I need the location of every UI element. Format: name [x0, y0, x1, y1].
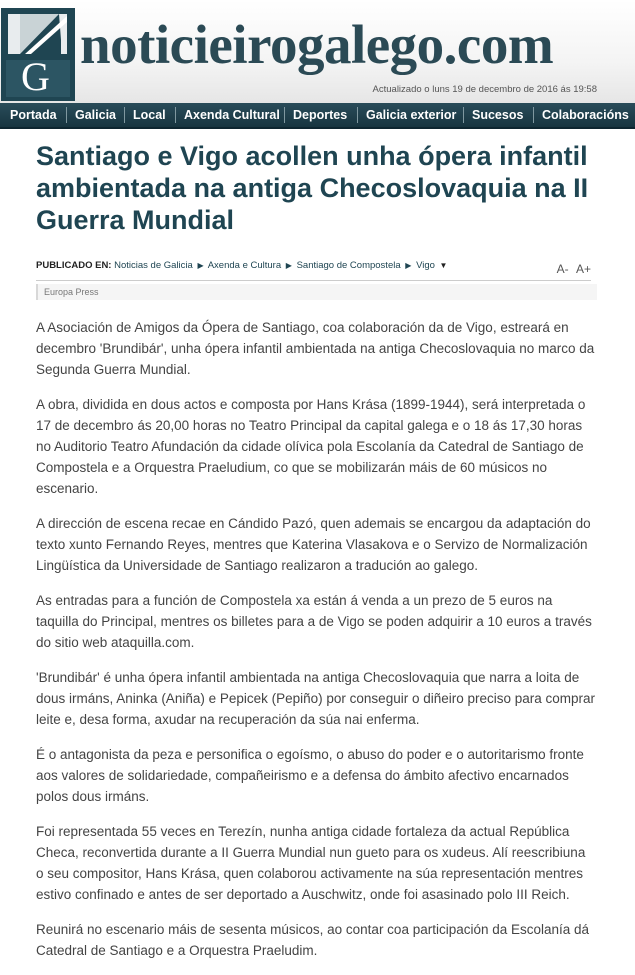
arrow-right-icon: ▶ [405, 261, 412, 270]
article-paragraph: As entradas para a función de Compostela xa están á venda a un prezo de 5 euros na taquilla do Principal, mentres os billetes para a de Vigo se poden adquirir a 10 euros a través do sitio web ataquilla.com. [36, 593, 592, 650]
nav-divider [124, 107, 125, 123]
article-source: Europa Press [36, 284, 597, 300]
nav-divider [284, 107, 285, 123]
decrease-font-button[interactable]: A- [556, 262, 569, 276]
nav-divider [175, 107, 176, 123]
article-paragraph: 'Brundibár' é unha ópera infantil ambientada na antiga Checoslovaquia que narra a loita de dous irmáns, Aninka (Aniña) e Pepicek (Pepiño) por conseguir o diñeiro preciso para comprar leite e, desa forma, axudar na recuperación da súa nai enferma. [36, 670, 596, 727]
nav-item-local[interactable]: Local [133, 108, 166, 122]
article-title: Santiago e Vigo acollen unha ópera infantil ambientada na antiga Checoslovaquia na II Guerra Mundial [36, 141, 589, 235]
site-header [0, 0, 635, 103]
breadcrumb-santiago-de-compostela[interactable]: Santiago de Compostela [296, 260, 401, 271]
site-logo-icon[interactable] [1, 8, 75, 101]
nav-item-galicia[interactable]: Galicia [75, 108, 116, 122]
breadcrumb-noticias-de-galicia[interactable]: Noticias de Galicia [114, 260, 193, 271]
published-label: PUBLICADO EN: [36, 260, 112, 271]
nav-divider [463, 107, 464, 123]
article-paragraph: A dirección de escena recae en Cándido Pazó, quen ademais se encargou da adaptación do texto xunto Fernando Reyes, mentres que Katerina Vlasakova e o Servizo de Normalización Lingüística da Universidade de Santiago realizaron a tradución ao galego. [36, 516, 591, 573]
site-name[interactable]: noticieirogalego.com [80, 14, 554, 75]
arrow-right-icon: ▶ [197, 261, 204, 270]
nav-item-galicia-exterior[interactable]: Galicia exterior [366, 108, 457, 122]
breadcrumb-axenda-e-cultura[interactable]: Axenda e Cultura [207, 260, 282, 271]
main-navigation [0, 103, 635, 129]
article-paragraph: É o antagonista da peza e personifica o egoísmo, o abuso do poder e o autoritarismo fronte aos valores de solidariedade, compañeirismo e a defensa do ámbito afectivo encarnados polos dous irmáns. [36, 747, 584, 804]
nav-item-deportes[interactable]: Deportes [293, 108, 348, 122]
nav-divider [357, 107, 358, 123]
last-updated-text: Actualizado o luns 19 de decembro de 2016 ás 19:58 [372, 84, 597, 95]
increase-font-button[interactable]: A+ [575, 262, 591, 276]
article-paragraph: Reunirá no escenario máis de sesenta músicos, ao contar coa participación da Escolanía dá Catedral de Santiago e a Orquestra Praeludim. [36, 922, 590, 958]
breadcrumb-vigo[interactable]: Vigo [416, 260, 435, 271]
article-paragraph: A obra, dividida en dous actos e composta por Hans Krása (1899-1944), será interpretada o 17 de decembro ás 20,00 horas no Teatro Principal da capital galega e o 18 ás 17,30 horas no Auditorio Teatro Afundación da cidade olívica pola Escolanía da Catedral de Santiago de Compostela e a Orquestra Praeludium, co que se mobilizarán máis de 60 músicos no escenario. [36, 397, 586, 496]
nav-divider [66, 107, 67, 123]
nav-item-colaboracions[interactable]: Colaboracións [542, 108, 629, 122]
arrow-right-icon: ▶ [285, 261, 292, 270]
article-paragraph: A Asociación de Amigos da Ópera de Santiago, coa colaboración da de Vigo, estreará en decembro 'Brundibár', unha ópera infantil ambientada na antiga Checoslovaquia no marco da Segunda Guerra Mundial. [36, 320, 595, 377]
nav-divider [533, 107, 534, 123]
nav-item-sucesos[interactable]: Sucesos [472, 108, 524, 122]
logo-letter: G [21, 54, 50, 99]
article-meta [36, 260, 591, 281]
nav-item-axenda-cultural[interactable]: Axenda Cultural [184, 108, 280, 122]
dropdown-triangle-icon[interactable]: ▼ [439, 261, 448, 270]
nav-item-portada[interactable]: Portada [10, 108, 57, 122]
font-size-tools [557, 262, 591, 276]
article-paragraph: Foi representada 55 veces en Terezín, nunha antiga cidade fortaleza da actual República Checa, reconvertida durante a II Guerra Mundial nun gueto para os xudeus. Alí reescribiuna o seu compositor, Hans Krása, quen colaborou activamente na súa representación mentres estivo confinado e antes de ser deportado a Auschwitz, onde foi asasinado polo III Reich. [36, 824, 586, 902]
article-body [36, 317, 596, 975]
